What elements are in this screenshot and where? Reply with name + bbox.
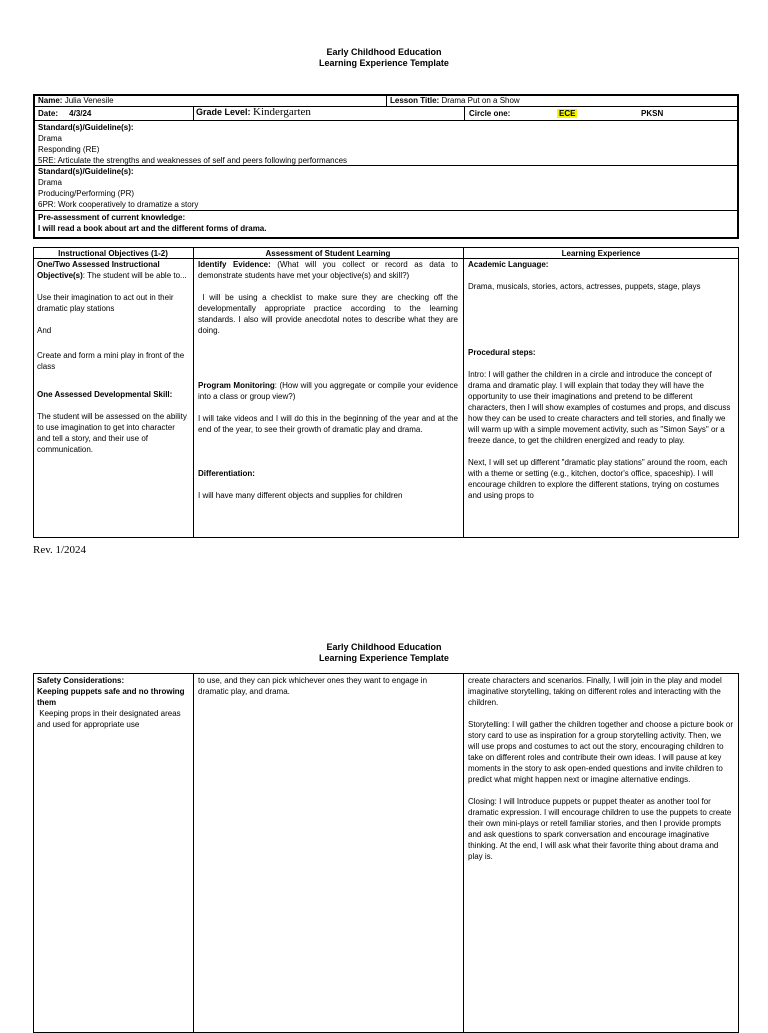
differentiation-text: I will have many different objects and supplies for children bbox=[198, 491, 403, 500]
closing-text: Closing: I will Introduce puppets or puppet theater as another tool for dramatic expression. I will encourage children to use the puppets to create their own mini-plays or retell familiar stories, and then I provide prompts and ask questions to spark conversation and encourage imaginative thinking. At the end, I will ask what their favorite thing about drama and play is. bbox=[468, 797, 734, 861]
revision-label: Rev. 1/2024 bbox=[33, 544, 87, 556]
circle-option-pksn: PKSN bbox=[641, 109, 664, 118]
standard-block-1: Standard(s)/Guideline(s): Drama Responding (RE) 5RE: Articulate the strengths and weaknesses of self and peers following performances bbox=[38, 123, 348, 165]
header-objectives: Instructional Objectives (1-2) bbox=[58, 249, 168, 258]
differentiation-heading: Differentiation: bbox=[198, 469, 255, 478]
learning-experience-continued bbox=[468, 675, 734, 873]
monitoring-text: I will take videos and I will do this in the beginning of the year and at the end of the year, to see their growth of dramatic play and drama. bbox=[198, 414, 461, 434]
objective-2: Create and form a mini play in front of the class bbox=[37, 351, 187, 371]
name-field: Name: Julia Venesile bbox=[38, 96, 114, 105]
objectives-column: One/Two Assessed Instructional Objective(s): The student will be able to... Use their imagination to act out in their dramatic play stations And Create and form a mini play in front of the class One Assessed Developmental Skill: The student will be assessed on the ability to use imagination to get into character and tell a story, and their use of communication. bbox=[37, 260, 190, 454]
grade-level-field: Grade Level: Kindergarten bbox=[196, 106, 311, 118]
safety-heading: Safety Considerations: bbox=[37, 676, 125, 685]
page-title-line2: Learning Experience Template bbox=[319, 58, 449, 68]
objective-1: Use their imagination to act out in their dramatic play stations bbox=[37, 293, 176, 313]
circle-option-ece: ECE bbox=[559, 109, 576, 118]
continued-text: create characters and scenarios. Finally, I will join in the play and model imaginative storytelling, taking on different roles and interacting with the children. bbox=[468, 676, 724, 707]
academic-language-heading: Academic Language: bbox=[468, 260, 549, 269]
pre-assessment-block: Pre-assessment of current knowledge: I will read a book about art and the different forms of drama. bbox=[38, 213, 267, 233]
procedural-steps-heading: Procedural steps: bbox=[468, 348, 536, 357]
header-learning-experience: Learning Experience bbox=[561, 249, 641, 258]
assessment-column: Identify Evidence: (What will you collect or record as data to demonstrate students have met your objective(s) and skill?) I will be using a checklist to make sure they are checking off the developmentally appropriate practice according to the learning standards. I also will provide anecdotal notes to describe what they are doing. Program Monitoring: (How will you aggregate or compile your evidence into a class or group view?) I will take videos and I will do this in the beginning of the year and at the end of the year, to see their growth of dramatic play and drama. Differentiation: I will have many different objects and supplies for children bbox=[198, 260, 461, 500]
dev-skill-heading: One Assessed Developmental Skill: bbox=[37, 390, 173, 399]
safety-text: Keeping props in their designated areas and used for appropriate use bbox=[37, 709, 183, 729]
safety-subheading: Keeping puppets safe and no throwing them bbox=[37, 687, 185, 707]
header-assessment: Assessment of Student Learning bbox=[265, 249, 391, 258]
page-title-line1: Early Childhood Education bbox=[326, 47, 442, 57]
dev-skill-text: The student will be assessed on the ability to use imagination to get into character and tell a story, and their use of communication. bbox=[37, 412, 190, 454]
lesson-title-field: Lesson Title: Drama Put on a Show bbox=[390, 96, 520, 105]
page2-title-line2: Learning Experience Template bbox=[319, 653, 449, 663]
circle-one-label: Circle one: bbox=[469, 109, 511, 118]
page2-title-line1: Early Childhood Education bbox=[326, 642, 442, 652]
academic-language-text: Drama, musicals, stories, actors, actresses, puppets, stage, plays bbox=[468, 282, 701, 291]
evidence-text: I will be using a checklist to make sure they are checking off the developmentally appropriate practice according to the learning standards. I also will provide anecdotal notes to describe what they are doing. bbox=[198, 293, 461, 335]
next-text: Next, I will set up different "dramatic play stations" around the room, each with a theme or setting (e.g., kitchen, doctor's office, spaceship). I will encourage children to explore the different stations, trying on costumes and using props to bbox=[468, 458, 730, 500]
storytelling-text: Storytelling: I will gather the children together and choose a picture book or story card to use as inspiration for a group storytelling activity. Then, we will use props and costumes to act out the story, encouraging children to take on different roles and contribute their own ideas. I will pause at key moments in the story to ask open-ended questions and invite children to predict what might happen next or imagine alternative endings. bbox=[468, 720, 736, 784]
safety-column bbox=[37, 675, 189, 730]
standard-block-2: Standard(s)/Guideline(s): Drama Producing/Performing (PR) 6PR: Work cooperatively to dramatize a story bbox=[38, 167, 199, 209]
differentiation-continued: to use, and they can pick whichever ones they want to engage in dramatic play, and drama. bbox=[198, 676, 428, 696]
intro-text: Intro: I will gather the children in a circle and introduce the concept of drama and dramatic play. I will explain that today they will have the opportunity to use their imaginations and pretend to be different characters, then I will show examples of costumes and props, and discuss how they can be used to create characters and tell stories, and finally we will warm up with a simple movement activity, such as "Simon Says" or a freeze dance, to get the children energized and ready to play. bbox=[468, 370, 733, 445]
date-field: Date: 4/3/24 bbox=[38, 109, 92, 118]
learning-experience-column bbox=[468, 259, 734, 537]
